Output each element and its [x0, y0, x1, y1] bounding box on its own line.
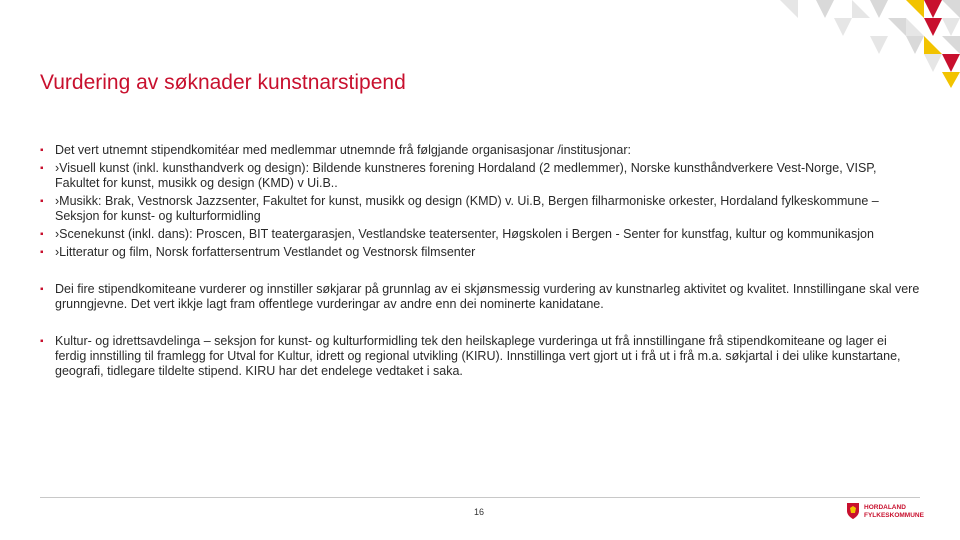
- bullet-marker: ▪: [40, 145, 44, 156]
- bullet-item: [40, 282, 920, 312]
- logo-text: [864, 504, 924, 520]
- bullet-marker: ▪: [40, 336, 44, 347]
- deco-triangle: [906, 0, 924, 18]
- bullet-text: ›Scenekunst (inkl. dans): Proscen, BIT teatergarasjen, Vestlandske teatersenter, Høgskolen i Bergen - Senter for kunstfag, kultur og kommunikasjon: [55, 227, 874, 241]
- bullet-list: [40, 143, 920, 382]
- bullet-item: [40, 161, 920, 191]
- hordaland-logo: [846, 502, 936, 522]
- deco-triangle: [942, 54, 960, 72]
- bullet-item: [40, 245, 920, 260]
- slide-title: Vurdering av søknader kunstnarstipend: [40, 71, 406, 95]
- deco-triangle: [834, 18, 852, 36]
- bullet-marker: ▪: [40, 163, 44, 174]
- deco-triangle: [780, 0, 798, 18]
- deco-triangle: [816, 0, 834, 18]
- deco-triangle: [942, 36, 960, 54]
- bullet-item: [40, 227, 920, 242]
- deco-triangle: [924, 36, 942, 54]
- deco-triangle: [942, 0, 960, 18]
- bullet-marker: ▪: [40, 247, 44, 258]
- bullet-marker: ▪: [40, 229, 44, 240]
- deco-triangle: [870, 0, 888, 18]
- deco-triangle: [906, 18, 924, 36]
- deco-triangle: [924, 0, 942, 18]
- deco-triangle: [942, 72, 960, 88]
- deco-triangle: [852, 0, 870, 18]
- shield-icon: [846, 502, 860, 520]
- bullet-item: [40, 194, 920, 224]
- bullet-text: Det vert utnemnt stipendkomitéar med medlemmar utnemnde frå følgjande organisasjonar /institusjonar:: [55, 143, 631, 157]
- bullet-text: ›Visuell kunst (inkl. kunsthandverk og design): Bildende kunstneres forening Hordaland (2 medlemmer), Norske kunsthåndverkere Vest-Norge, VISP, Fakultet for kunst, musikk og design (KMD) v Ui.B..: [55, 161, 877, 190]
- page-number: 16: [474, 507, 485, 517]
- bullet-text: ›Musikk: Brak, Vestnorsk Jazzsenter, Fakultet for kunst, musikk og design (KMD) v. Ui.B, Bergen filharmoniske orkester, Hordaland fylkeskommune – Seksjon for kunst- og kulturformidling: [55, 194, 879, 223]
- deco-triangle: [924, 18, 942, 36]
- logo-line-2: FYLKESKOMMUNE: [864, 512, 924, 519]
- bullet-marker: ▪: [40, 196, 44, 207]
- bullet-marker: ▪: [40, 284, 44, 295]
- deco-triangle: [924, 54, 942, 72]
- deco-triangle: [870, 36, 888, 54]
- footer-divider: [40, 497, 920, 498]
- bullet-text: Kultur- og idrettsavdelinga – seksjon for kunst- og kulturformidling tek den heilskaplege vurderinga ut frå innstillingane frå stipendkomiteane og lager ei ferdig innstilling til framlegg for Utval for Kultur, idrett og regional utvikling (KIRU). Innstillinga vert gjort ut i frå ut i frå m.a. søkjartal i dei ulike kunstartane, geografi, tidlegare tildelte stipend. KIRU har det endelege vedtaket i saka.: [55, 334, 901, 378]
- deco-triangle: [906, 36, 924, 54]
- deco-triangle: [942, 18, 960, 36]
- deco-triangle: [888, 18, 906, 36]
- bullet-item: [40, 334, 920, 379]
- bullet-item: [40, 143, 920, 158]
- decorative-triangles: [780, 0, 960, 90]
- bullet-text: Dei fire stipendkomiteane vurderer og innstiller søkjarar på grunnlag av ei skjønsmessig vurdering av kunstnarleg aktivitet og kvalitet. Innstillingane skal vere grunngjevne. Det vert ikkje lagt fram offentlege vurderingar av andre enn dei nominerte kanidatane.: [55, 282, 920, 311]
- bullet-text: ›Litteratur og film, Norsk forfattersentrum Vestlandet og Vestnorsk filmsenter: [55, 245, 476, 259]
- logo-line-1: HORDALAND: [864, 504, 906, 511]
